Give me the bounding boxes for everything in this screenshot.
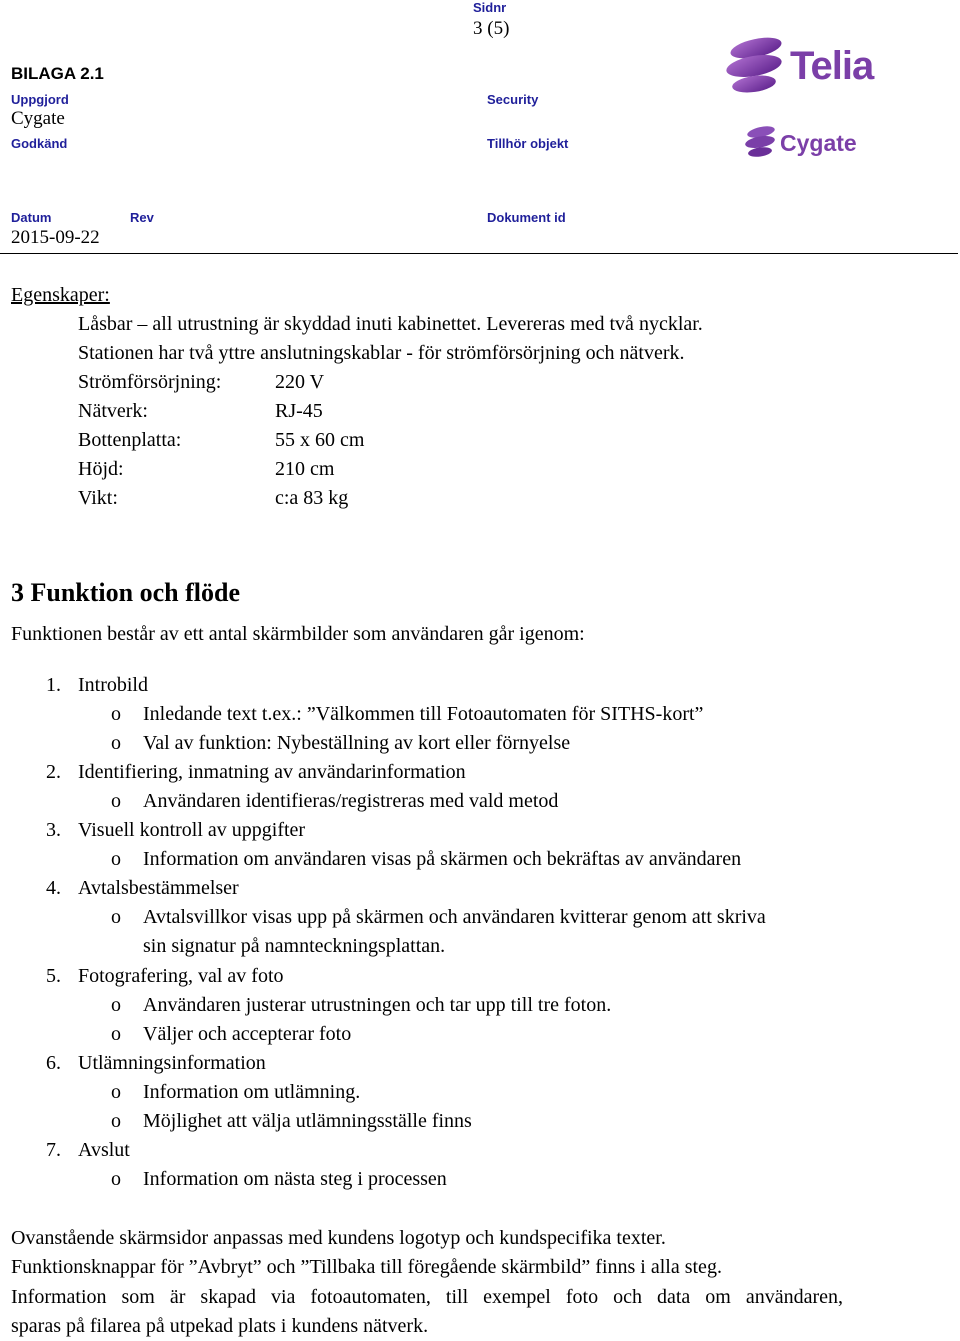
list-number: 5. <box>46 965 61 987</box>
paragraph-function-buttons: Funktionsknappar för ”Avbryt” och ”Tillbaka till föregående skärmbild” finns i alla steg. <box>11 1256 722 1278</box>
spec-value: c:a 83 kg <box>275 487 349 509</box>
sub-list-item: Inledande text t.ex.: ”Välkommen till Fotoautomaten för SITHS-kort” <box>143 703 704 725</box>
sub-list-item: Möjlighet att välja utlämningsställe finns <box>143 1110 472 1132</box>
list-item: Visuell kontroll av uppgifter <box>78 819 306 841</box>
dokument-label: Dokument id <box>487 210 566 225</box>
spec-value: 55 x 60 cm <box>275 429 365 451</box>
list-item: Avslut <box>78 1139 130 1161</box>
sub-list-item-continuation: sin signatur på namnteckningsplattan. <box>143 935 446 957</box>
sidnr-label: Sidnr <box>473 0 507 15</box>
egenskaper-line-2: Stationen har två yttre anslutningskablar - för strömförsörjning och nätverk. <box>78 342 685 364</box>
list-number: 1. <box>46 674 61 696</box>
spec-label: Bottenplatta: <box>78 429 182 451</box>
sub-list-item: Användaren identifieras/registreras med vald metod <box>143 790 559 812</box>
sidnr-value: 3 (5) <box>473 18 510 39</box>
bullet-marker: o <box>111 790 121 812</box>
list-number: 3. <box>46 819 61 841</box>
cygate-pebble-icon <box>744 124 778 158</box>
bullet-marker: o <box>111 1023 121 1045</box>
sub-list-item: Avtalsvillkor visas upp på skärmen och användaren kvitterar genom att skriva <box>143 906 766 928</box>
list-item: Avtalsbestämmelser <box>78 877 239 899</box>
paragraph-storage-line-2: sparas på filarea på utpekad plats i kundens nätverk. <box>11 1315 429 1337</box>
section-intro: Funktionen består av ett antal skärmbilder som användaren går igenom: <box>11 623 585 645</box>
cygate-logo <box>744 124 884 160</box>
telia-logo <box>724 34 884 96</box>
sub-list-item: Information om nästa steg i processen <box>143 1168 447 1190</box>
spec-value: RJ-45 <box>275 400 323 422</box>
paragraph-customization: Ovanstående skärmsidor anpassas med kundens logotyp och kundspecifika texter. <box>11 1227 666 1249</box>
list-number: 7. <box>46 1139 61 1161</box>
spec-label: Höjd: <box>78 458 124 480</box>
spec-label: Strömförsörjning: <box>78 371 222 393</box>
egenskaper-line-1: Låsbar – all utrustning är skyddad inuti kabinettet. Levereras med två nycklar. <box>78 313 703 335</box>
bullet-marker: o <box>111 1081 121 1103</box>
telia-logo-text: Telia <box>790 44 874 88</box>
datum-label: Datum <box>11 210 52 225</box>
list-item: Fotografering, val av foto <box>78 965 284 987</box>
rev-label: Rev <box>130 210 154 225</box>
list-number: 6. <box>46 1052 61 1074</box>
spec-label: Nätverk: <box>78 400 148 422</box>
bullet-marker: o <box>111 1168 121 1190</box>
sub-list-item: Väljer och accepterar foto <box>143 1023 352 1045</box>
spec-value: 220 V <box>275 371 325 393</box>
bullet-marker: o <box>111 906 121 928</box>
list-item: Introbild <box>78 674 148 696</box>
uppgjord-value: Cygate <box>11 108 65 129</box>
bilaga-title: BILAGA 2.1 <box>11 64 104 83</box>
bullet-marker: o <box>111 848 121 870</box>
tillhor-label: Tillhör objekt <box>487 136 569 151</box>
spec-value: 210 cm <box>275 458 335 480</box>
telia-pebble-icon <box>724 34 788 96</box>
egenskaper-title: Egenskaper: <box>11 284 110 306</box>
list-item: Utlämningsinformation <box>78 1052 266 1074</box>
sub-list-item: Information om utlämning. <box>143 1081 361 1103</box>
spec-label: Vikt: <box>78 487 118 509</box>
paragraph-storage-line-1: Information som är skapad via fotoautomaten, till exempel foto och data om användaren, <box>11 1286 843 1308</box>
sub-list-item: Information om användaren visas på skärmen och bekräftas av användaren <box>143 848 742 870</box>
bullet-marker: o <box>111 1110 121 1132</box>
list-item: Identifiering, inmatning av användarinformation <box>78 761 466 783</box>
header-separator <box>0 253 958 254</box>
datum-value: 2015-09-22 <box>11 227 100 248</box>
godkand-label: Godkänd <box>11 136 68 151</box>
bullet-marker: o <box>111 703 121 725</box>
cygate-logo-text: Cygate <box>780 130 857 156</box>
section-heading: 3 Funktion och flöde <box>11 578 240 607</box>
sub-list-item: Användaren justerar utrustningen och tar upp till tre foton. <box>143 994 612 1016</box>
bullet-marker: o <box>111 732 121 754</box>
uppgjord-label: Uppgjord <box>11 92 69 107</box>
sub-list-item: Val av funktion: Nybeställning av kort eller förnyelse <box>143 732 571 754</box>
list-number: 4. <box>46 877 61 899</box>
security-label: Security <box>487 92 539 107</box>
bullet-marker: o <box>111 994 121 1016</box>
list-number: 2. <box>46 761 61 783</box>
